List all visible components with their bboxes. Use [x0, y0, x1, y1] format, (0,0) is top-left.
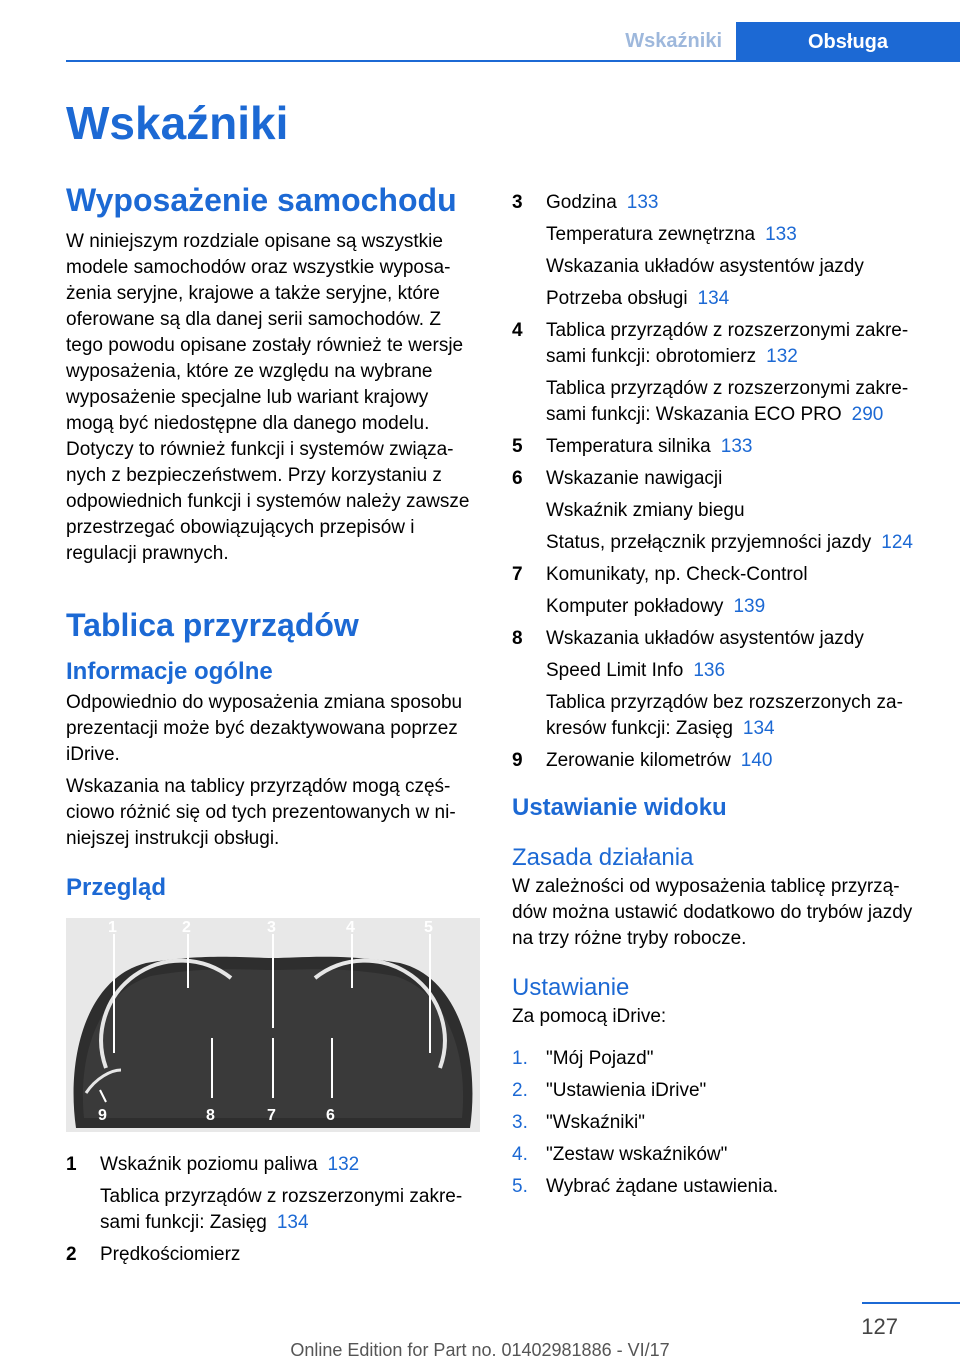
legend-text: Temperatura silnika [546, 436, 711, 457]
paragraph-general-1: Odpowiednio do wyposażenia zmiana sposobu prezentacji może być dezaktywowana poprzez iDrive. [66, 692, 463, 765]
legend-text: Wskazania układów asystentów jazdy [546, 256, 864, 277]
figure-label-3: 3 [267, 919, 276, 936]
step-item [512, 1110, 928, 1136]
step-text: "Ustawienia iDrive" [546, 1080, 707, 1101]
legend-text: Wskazania układów asystentów jazdy [546, 628, 864, 649]
legend-text: Temperatura zewnętrzna [546, 224, 756, 245]
legend-number: 9 [512, 750, 523, 771]
paragraph-general-2: Wskazania na tablicy przyrządów mogą częściowo różnić się od tych prezentowanych w niniejszej instrukcji obsługi. [66, 776, 456, 849]
legend-number: 1 [66, 1154, 77, 1175]
step-text: "Mój Pojazd" [546, 1048, 654, 1069]
step-item [512, 1046, 928, 1072]
legend-number: 6 [512, 468, 523, 489]
page-ref-link[interactable]: 136 [693, 660, 726, 681]
heading-overview: Przegląd [66, 874, 167, 901]
legend-list-right [512, 190, 928, 774]
legend-item [512, 562, 928, 620]
legend-item [512, 626, 928, 742]
legend-text: Wskaźnik poziomu paliwa [100, 1154, 318, 1175]
page-ref-link[interactable]: 134 [276, 1212, 309, 1233]
page-footer [0, 1302, 960, 1362]
figure-label-1: 1 [108, 919, 117, 936]
page-ref-link[interactable]: 133 [765, 224, 797, 245]
figure-label-5: 5 [424, 919, 433, 936]
heading-general: Informacje ogólne [66, 658, 273, 685]
legend-text: Wskazanie nawigacji [546, 468, 723, 489]
legend-text: Potrzeba obsługi [546, 288, 688, 309]
page-ref-link[interactable]: 134 [742, 718, 775, 739]
page-ref-link[interactable]: 133 [626, 192, 659, 213]
legend-text: Wskaźnik zmiany biegu [546, 500, 745, 521]
tab-obsluga[interactable]: Obsługa [736, 22, 960, 62]
page-ref-link[interactable]: 124 [881, 532, 913, 553]
heading-equipment: Wyposażenie samochodu [66, 182, 457, 218]
legend-text: Tablica przyrządów z rozszerzonymi zakresami funkcji: Zasięg [100, 1186, 463, 1233]
page-ref-link[interactable]: 139 [733, 596, 766, 617]
heading-principle: Zasada działania [512, 844, 694, 871]
page-ref-link[interactable]: 134 [697, 288, 730, 309]
step-number: 2. [512, 1080, 528, 1101]
figure-label-4: 4 [346, 919, 355, 936]
page-ref-link[interactable]: 290 [851, 404, 884, 425]
header-rule [66, 60, 960, 62]
tab-wskazniki[interactable]: Wskaźniki [625, 30, 722, 52]
figure-label-8: 8 [206, 1107, 215, 1124]
legend-number: 7 [512, 564, 523, 585]
legend-number: 2 [66, 1244, 77, 1265]
figure-label-9: 9 [98, 1107, 107, 1124]
legend-number: 8 [512, 628, 523, 649]
heading-dashboard: Tablica przyrządów [66, 607, 359, 643]
footer-rule [862, 1302, 960, 1304]
step-text: "Zestaw wskaźników" [546, 1144, 728, 1165]
page-title: Wskaźniki [66, 97, 289, 149]
step-item [512, 1174, 928, 1200]
step-text: "Wskaźniki" [546, 1112, 645, 1133]
page-ref-link[interactable]: 132 [327, 1154, 360, 1175]
right-column [512, 190, 928, 1206]
paragraph-equipment: W niniejszym rozdziale opisane są wszystkie modele samochodów oraz wszystkie wyposażenia seryjne, krajowe a także seryjne, które oferowane są dla danej serii samochodów. Z tego powodu opisane zostały również te wersje wyposażenia, które ze względu na wybrane wyposażenie specjalne lub wariant krajowy mogą być niedostępne dla danego modelu. Dotyczy to również funkcji i systemów związanych z bezpieczeństwem. Przy korzystaniu z odpowiednich funkcji i systemów należy zawsze przestrzegać obowiązujących przepisów i regulacji prawnych. [66, 231, 470, 564]
legend-item [512, 318, 928, 428]
page-ref-link[interactable]: 140 [740, 750, 773, 771]
instrument-cluster-figure [66, 918, 480, 1132]
instrument-cluster-illustration [66, 918, 480, 1132]
legend-text: Status, przełącznik przyjemności jazdy [546, 532, 872, 553]
legend-list-left [66, 1152, 480, 1268]
step-number: 5. [512, 1176, 528, 1197]
legend-item [512, 434, 928, 460]
paragraph-setting: Za pomocą iDrive: [512, 1006, 667, 1027]
step-item [512, 1142, 928, 1168]
legend-text: Prędkościomierz [100, 1244, 241, 1265]
step-number: 1. [512, 1048, 528, 1069]
legend-text: Godzina [546, 192, 617, 213]
step-number: 4. [512, 1144, 528, 1165]
figure-label-6: 6 [326, 1107, 335, 1124]
legend-item [66, 1242, 480, 1268]
legend-text: Tablica przyrządów z rozszerzonymi zakresami funkcji: Wskazania ECO PRO [546, 378, 909, 425]
page-ref-link[interactable]: 132 [766, 346, 798, 367]
step-item [512, 1078, 928, 1104]
page-number: 127 [861, 1314, 898, 1339]
step-number: 3. [512, 1112, 528, 1133]
legend-number: 4 [512, 320, 523, 341]
edition-note: Online Edition for Part no. 01402981886 - VI/17 [290, 1340, 670, 1360]
left-column [66, 182, 480, 1274]
heading-view: Ustawianie widoku [512, 794, 727, 821]
legend-text: Tablica przyrządów z rozszerzonymi zakresami funkcji: obrotomierz [546, 320, 909, 367]
legend-item [66, 1152, 480, 1236]
heading-setting: Ustawianie [512, 974, 630, 1001]
legend-item [512, 748, 928, 774]
paragraph-principle: W zależności od wyposażenia tablicę przyrządów można ustawić dodatkowo do trybów jazdy na trzy różne tryby robocze. [512, 876, 913, 949]
legend-text: Komunikaty, np. Check-Control [546, 564, 808, 585]
figure-label-7: 7 [267, 1107, 276, 1124]
legend-text: Speed Limit Info [546, 660, 684, 681]
legend-text: Zerowanie kilometrów [546, 750, 731, 771]
legend-number: 3 [512, 192, 523, 213]
page-ref-link[interactable]: 133 [720, 436, 753, 457]
steps-list [512, 1046, 928, 1200]
figure-label-2: 2 [182, 919, 191, 936]
legend-text: Tablica przyrządów bez rozszerzonych zakresów funkcji: Zasięg [546, 692, 903, 739]
legend-text: Komputer pokładowy [546, 596, 724, 617]
legend-item [512, 190, 928, 312]
legend-item [512, 466, 928, 556]
legend-number: 5 [512, 436, 523, 457]
step-text: Wybrać żądane ustawienia. [546, 1176, 779, 1197]
page-header [66, 22, 960, 62]
